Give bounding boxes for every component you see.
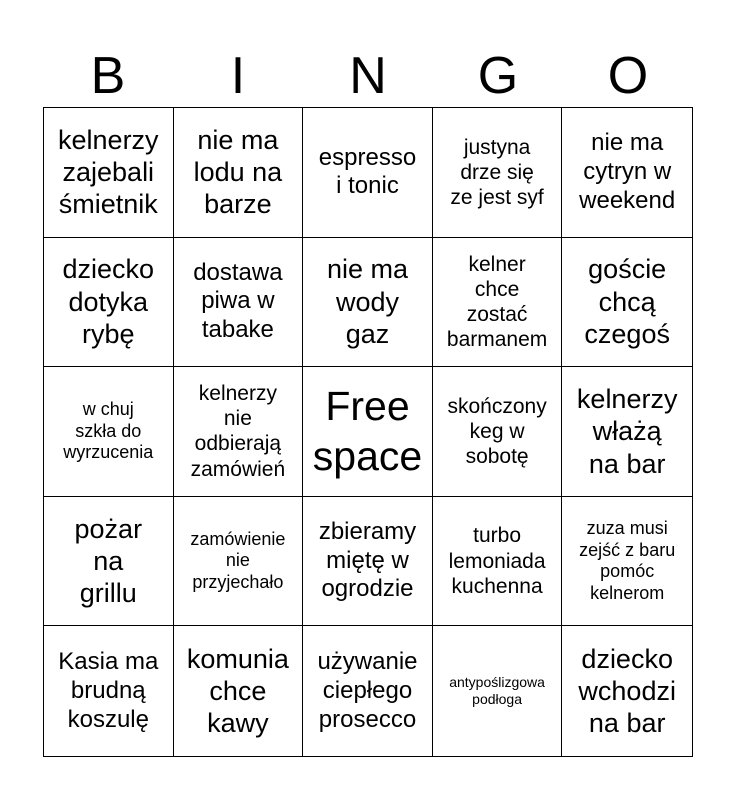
cell-text: kelnerzy nie odbierają zamówień — [190, 382, 286, 481]
bingo-cell[interactable] — [44, 367, 174, 497]
header-letter-b: B — [90, 47, 126, 105]
cell-text: dostawa piwa w tabake — [193, 258, 283, 344]
bingo-cell[interactable] — [562, 367, 692, 497]
cell-text: używanie ciepłego prosecco — [317, 648, 418, 733]
header-letter-g: G — [477, 47, 519, 105]
bingo-cell[interactable] — [562, 497, 692, 627]
bingo-cell[interactable] — [562, 238, 692, 368]
bingo-cell[interactable] — [562, 626, 692, 756]
bingo-header — [43, 40, 693, 108]
cell-text: kelnerzy włażą na bar — [576, 383, 678, 479]
cell-text: goście chcą czegoś — [584, 254, 670, 350]
cell-text: dziecko dotyka rybę — [62, 254, 155, 350]
free-space-text: Free space — [312, 383, 423, 480]
cell-text: espresso i tonic — [318, 143, 417, 200]
cell-text: zuza musi zejść z baru pomóc kelnerom — [579, 517, 676, 603]
bingo-cell[interactable] — [433, 626, 563, 756]
cell-text: justyna drze się ze jest syf — [450, 135, 544, 209]
free-space-cell[interactable] — [303, 367, 433, 497]
cell-text: kelner chce zostać barmanem — [446, 252, 548, 352]
bingo-cell[interactable] — [44, 626, 174, 756]
header-letter-n: N — [349, 47, 387, 105]
bingo-cell[interactable] — [174, 497, 304, 627]
cell-text: kelnerzy zajebali śmietnik — [58, 124, 159, 220]
bingo-cell[interactable] — [433, 108, 563, 238]
cell-text: pożar na grillu — [74, 513, 143, 609]
bingo-cell[interactable] — [174, 626, 304, 756]
cell-text: antypoślizgowa podłoga — [449, 674, 545, 708]
bingo-cell[interactable] — [174, 108, 304, 238]
bingo-cell[interactable] — [44, 497, 174, 627]
cell-text: dziecko wchodzi na bar — [578, 643, 676, 739]
bingo-cell[interactable] — [433, 367, 563, 497]
bingo-cell[interactable] — [433, 238, 563, 368]
bingo-cell[interactable] — [174, 367, 304, 497]
cell-text: Kasia ma brudną koszulę — [58, 648, 159, 733]
bingo-cell[interactable] — [303, 108, 433, 238]
bingo-cell[interactable] — [433, 497, 563, 627]
cell-text: w chuj szkła do wyrzucenia — [63, 399, 154, 463]
cell-text: nie ma cytryn w weekend — [579, 129, 676, 214]
cell-text: zbieramy miętę w ogrodzie — [318, 517, 417, 603]
bingo-cell[interactable] — [44, 238, 174, 368]
bingo-cell[interactable] — [174, 238, 304, 368]
cell-text: nie ma wody gaz — [326, 254, 409, 350]
bingo-cell[interactable] — [303, 238, 433, 368]
cell-text: skończony keg w sobotę — [447, 394, 547, 469]
cell-text: zamówienie nie przyjechało — [190, 528, 286, 592]
bingo-board — [43, 107, 693, 757]
cell-text: komunia chce kawy — [186, 643, 289, 739]
header-letter-o: O — [607, 47, 649, 105]
cell-text: nie ma lodu na barze — [193, 124, 283, 220]
bingo-cell[interactable] — [303, 497, 433, 627]
bingo-cell[interactable] — [44, 108, 174, 238]
cell-text: turbo lemoniada kuchenna — [448, 524, 546, 598]
header-letter-i: I — [230, 47, 246, 105]
bingo-cell[interactable] — [562, 108, 692, 238]
bingo-cell[interactable] — [303, 626, 433, 756]
